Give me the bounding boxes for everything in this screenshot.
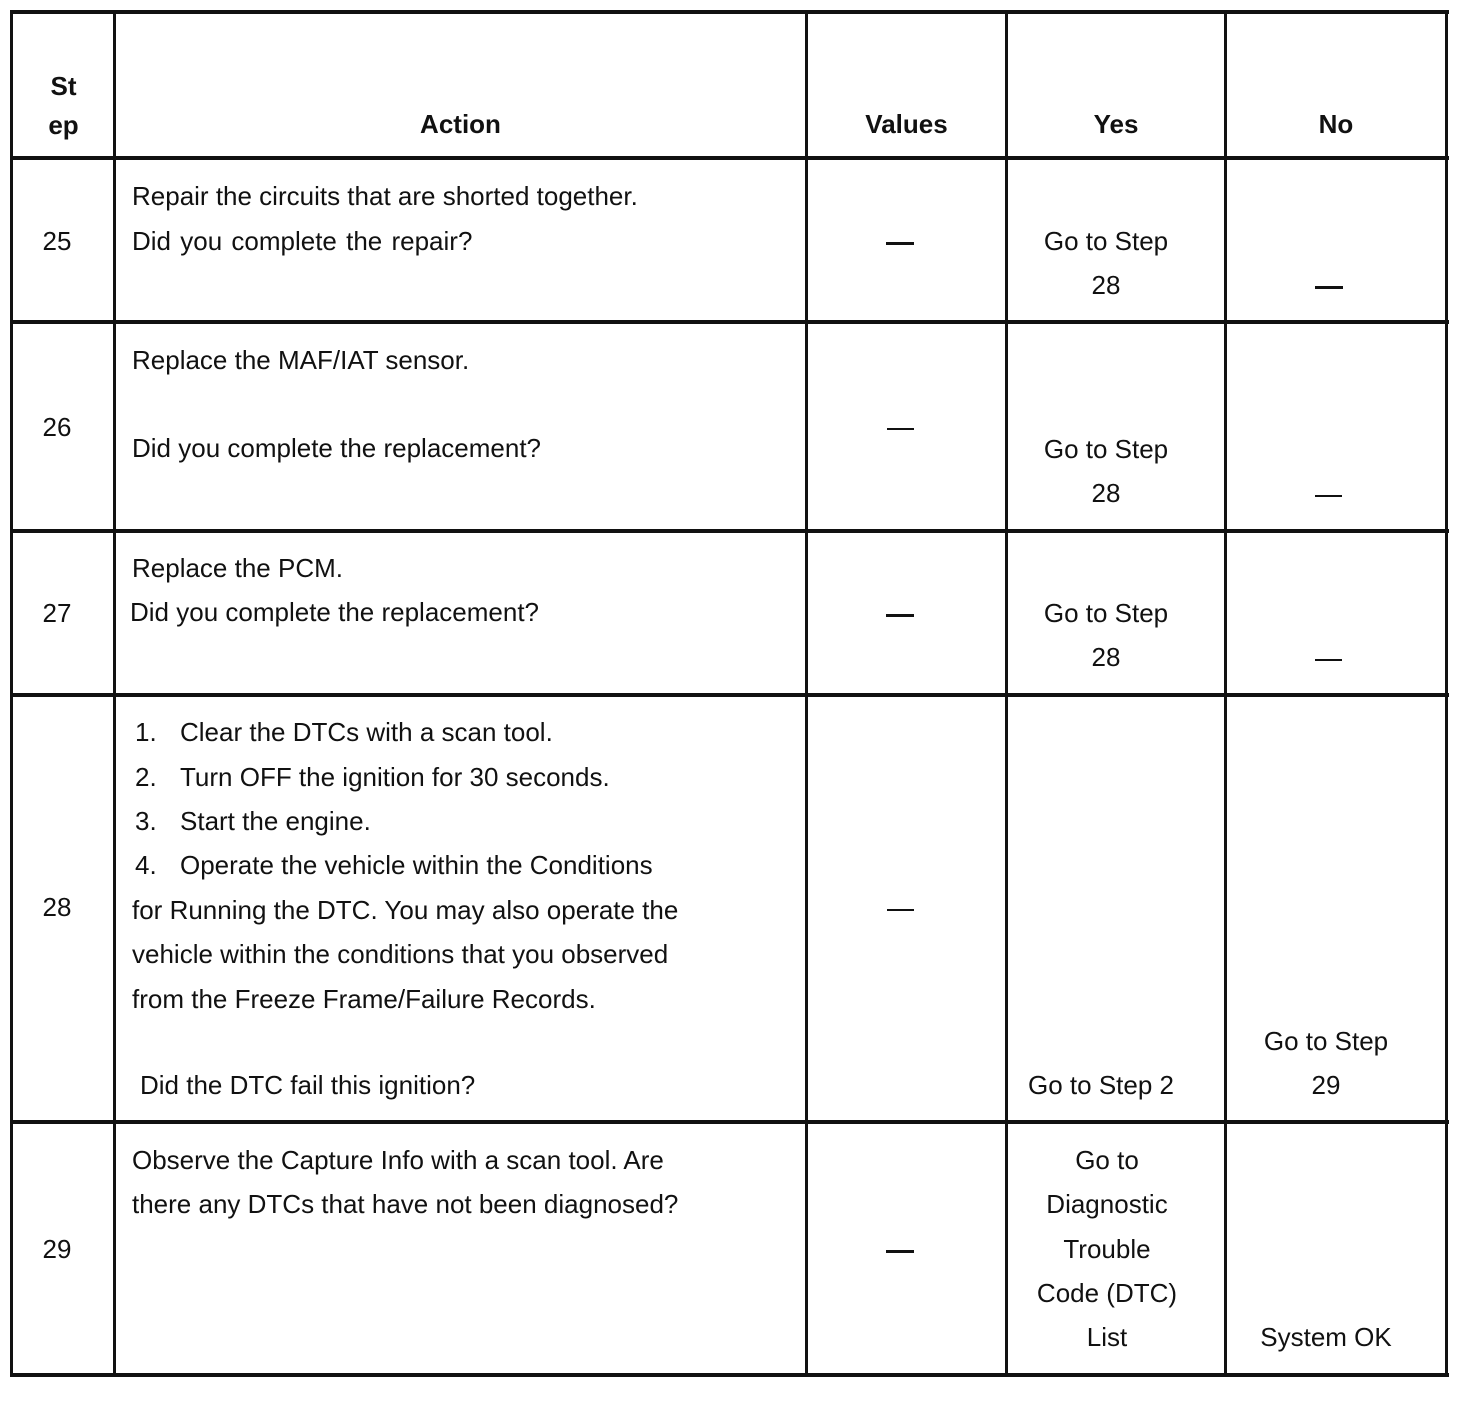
row-separator bbox=[10, 693, 1449, 697]
header-action: Action bbox=[420, 109, 501, 139]
yes-text: Go to Step bbox=[1043, 598, 1169, 628]
list-item: Start the engine. bbox=[180, 806, 371, 836]
header-step-line1: St bbox=[50, 71, 77, 101]
step-number: 28 bbox=[42, 892, 72, 922]
values-dash bbox=[886, 614, 914, 617]
step-number: 27 bbox=[42, 598, 72, 628]
action-question: Did the DTC fail this ignition? bbox=[140, 1070, 476, 1100]
no-dash bbox=[1315, 286, 1343, 289]
action-text: vehicle within the conditions that you observed bbox=[132, 939, 669, 969]
yes-text: Go to Step bbox=[1043, 226, 1169, 256]
header-no: No bbox=[1318, 109, 1354, 139]
no-dash bbox=[1315, 659, 1342, 661]
list-item: Operate the vehicle within the Conditions bbox=[180, 850, 653, 880]
action-text: Observe the Capture Info with a scan tool. Are bbox=[132, 1145, 664, 1175]
step-number: 29 bbox=[42, 1234, 72, 1264]
list-item: Clear the DTCs with a scan tool. bbox=[180, 717, 553, 747]
values-dash bbox=[886, 242, 914, 245]
yes-text: Diagnostic bbox=[1046, 1189, 1168, 1219]
yes-text: Go to bbox=[1075, 1145, 1139, 1175]
action-question: Did you complete the repair? bbox=[132, 226, 473, 256]
column-separator bbox=[805, 10, 808, 1377]
yes-text: Go to Step bbox=[1043, 434, 1169, 464]
row-separator bbox=[10, 1120, 1449, 1124]
no-text: 29 bbox=[1311, 1070, 1341, 1100]
yes-text: Go to Step 2 bbox=[1028, 1070, 1174, 1100]
table-border-right bbox=[1445, 10, 1448, 1377]
action-text: from the Freeze Frame/Failure Records. bbox=[132, 984, 596, 1014]
column-separator bbox=[1224, 10, 1227, 1377]
values-dash bbox=[887, 428, 914, 430]
step-number: 25 bbox=[42, 226, 72, 256]
step-number: 26 bbox=[42, 412, 72, 442]
table-border-bottom bbox=[10, 1373, 1449, 1377]
list-number: 3. bbox=[135, 806, 157, 836]
action-text: for Running the DTC. You may also operate the bbox=[132, 895, 679, 925]
row-separator bbox=[10, 529, 1449, 533]
values-dash bbox=[887, 909, 914, 911]
no-text: System OK bbox=[1260, 1322, 1392, 1352]
values-dash bbox=[886, 1250, 914, 1253]
no-dash bbox=[1315, 495, 1342, 497]
no-text: Go to Step bbox=[1263, 1026, 1389, 1056]
column-separator bbox=[113, 10, 116, 1377]
yes-text: Trouble bbox=[1063, 1234, 1151, 1264]
action-text: Replace the PCM. bbox=[132, 553, 343, 583]
header-separator bbox=[10, 156, 1449, 160]
action-question: there any DTCs that have not been diagnosed? bbox=[132, 1189, 679, 1219]
list-item: Turn OFF the ignition for 30 seconds. bbox=[180, 762, 610, 792]
yes-text: 28 bbox=[1091, 642, 1121, 672]
action-question: Did you complete the replacement? bbox=[130, 597, 540, 627]
yes-text: Code (DTC) bbox=[1036, 1278, 1178, 1308]
yes-text: 28 bbox=[1091, 270, 1121, 300]
list-number: 1. bbox=[135, 717, 157, 747]
header-step-line2: ep bbox=[48, 110, 79, 140]
action-question: Did you complete the replacement? bbox=[132, 433, 542, 463]
header-yes: Yes bbox=[1093, 109, 1139, 139]
header-values: Values bbox=[865, 109, 948, 139]
table-border-top bbox=[10, 10, 1449, 14]
action-text: Repair the circuits that are shorted together. bbox=[132, 181, 638, 211]
action-text: Replace the MAF/IAT sensor. bbox=[132, 345, 470, 375]
list-number: 2. bbox=[135, 762, 157, 792]
list-number: 4. bbox=[135, 850, 157, 880]
yes-text: List bbox=[1086, 1322, 1128, 1352]
yes-text: 28 bbox=[1091, 478, 1121, 508]
row-separator bbox=[10, 320, 1449, 324]
table-border-left bbox=[10, 10, 13, 1377]
